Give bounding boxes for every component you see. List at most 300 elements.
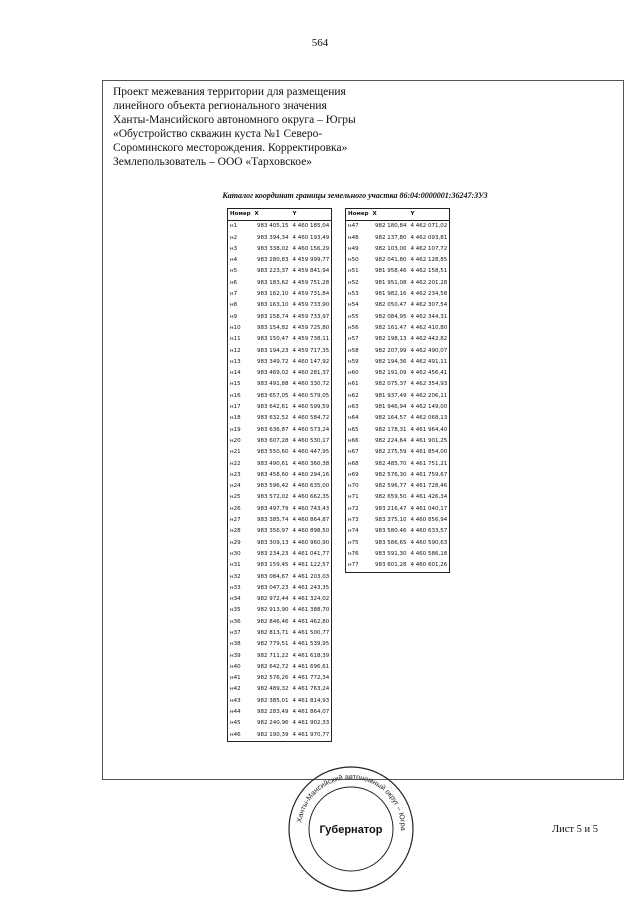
y-coordinate: 4 460 573,24	[292, 426, 330, 433]
table-row	[228, 492, 332, 503]
point-number: н8	[230, 302, 238, 309]
point-number: н59	[348, 358, 359, 365]
header-line: Ханты-Мансийского автономного округа – Югры	[113, 114, 356, 126]
point-number: н58	[348, 347, 359, 354]
y-coordinate: 4 460 447,95	[292, 449, 330, 456]
table-row	[346, 504, 450, 515]
x-coordinate: 982 659,50	[375, 494, 407, 501]
y-coordinate: 4 461 728,46	[410, 483, 448, 490]
point-number: н62	[348, 392, 359, 399]
y-coordinate: 4 461 759,67	[410, 471, 448, 478]
y-coordinate: 4 461 500,77	[292, 629, 330, 636]
x-coordinate: 982 178,31	[375, 426, 407, 433]
point-number: н7	[230, 291, 238, 298]
y-coordinate: 4 460 185,04	[292, 223, 330, 230]
point-number: н68	[348, 460, 359, 467]
point-number: н46	[230, 731, 241, 738]
x-coordinate: 982 385,01	[257, 697, 289, 704]
table-row	[228, 605, 332, 616]
point-number: н49	[348, 245, 359, 252]
table-row	[228, 255, 332, 266]
table-row	[346, 323, 450, 334]
x-coordinate: 982 191,09	[375, 370, 407, 377]
table-row	[228, 244, 332, 255]
y-coordinate: 4 460 599,59	[292, 404, 330, 411]
y-coordinate: 4 459 725,80	[292, 324, 330, 331]
column-header: Номер	[228, 209, 253, 221]
table-row	[346, 346, 450, 357]
coordinates-table-left	[227, 208, 332, 742]
header-line: Проект межевания территории для размещения	[113, 86, 346, 98]
x-coordinate: 981 951,08	[375, 279, 407, 286]
x-coordinate: 982 194,36	[375, 358, 407, 365]
x-coordinate: 982 224,64	[375, 437, 407, 444]
y-coordinate: 4 460 281,37	[292, 370, 330, 377]
point-number: н32	[230, 573, 241, 580]
x-coordinate: 982 137,80	[375, 234, 407, 241]
table-row	[228, 583, 332, 594]
table-row	[346, 526, 450, 537]
point-number: н20	[230, 437, 241, 444]
table-row	[346, 402, 450, 413]
y-coordinate: 4 461 122,57	[292, 562, 330, 569]
y-coordinate: 4 462 149,00	[410, 404, 448, 411]
y-coordinate: 4 461 388,70	[292, 607, 330, 614]
x-coordinate: 982 240,96	[257, 720, 289, 727]
x-coordinate: 981 958,46	[375, 268, 407, 275]
y-coordinate: 4 462 201,28	[410, 279, 448, 286]
y-coordinate: 4 461 618,39	[292, 652, 330, 659]
table-row	[228, 504, 332, 515]
y-coordinate: 4 462 158,51	[410, 268, 448, 275]
point-number: н5	[230, 268, 238, 275]
point-number: н65	[348, 426, 359, 433]
x-coordinate: 981 937,49	[375, 392, 407, 399]
point-number: н35	[230, 607, 241, 614]
table-row	[346, 255, 450, 266]
column-header: X	[371, 209, 409, 221]
table-row	[228, 549, 332, 560]
table-row	[346, 447, 450, 458]
table-row	[228, 368, 332, 379]
y-coordinate: 4 460 633,57	[410, 528, 448, 535]
x-coordinate: 983 084,67	[257, 573, 289, 580]
point-number: н64	[348, 415, 359, 422]
point-number: н52	[348, 279, 359, 286]
y-coordinate: 4 462 410,80	[410, 324, 448, 331]
y-coordinate: 4 460 193,49	[292, 234, 330, 241]
y-coordinate: 4 459 733,90	[292, 302, 330, 309]
table-row	[228, 684, 332, 695]
y-coordinate: 4 461 854,00	[410, 449, 448, 456]
point-number: н34	[230, 596, 241, 603]
table-caption: Каталог координат границы земельного участка 86:04:0000001:36247:ЗУ3	[222, 191, 488, 200]
point-number: н12	[230, 347, 241, 354]
y-coordinate: 4 460 743,43	[292, 505, 330, 512]
point-number: н54	[348, 302, 359, 309]
point-number: н9	[230, 313, 238, 320]
table-row	[228, 447, 332, 458]
point-number: н66	[348, 437, 359, 444]
x-coordinate: 983 657,05	[257, 392, 289, 399]
point-number: н10	[230, 324, 241, 331]
y-coordinate: 4 461 902,33	[292, 720, 330, 727]
y-coordinate: 4 460 586,18	[410, 550, 448, 557]
table-row	[346, 436, 450, 447]
y-coordinate: 4 459 731,84	[292, 291, 330, 298]
y-coordinate: 4 460 864,87	[292, 517, 330, 524]
x-coordinate: 982 596,77	[375, 483, 407, 490]
y-coordinate: 4 459 738,11	[292, 336, 330, 343]
y-coordinate: 4 462 107,72	[410, 245, 448, 252]
x-coordinate: 982 779,51	[257, 641, 289, 648]
y-coordinate: 4 462 307,54	[410, 302, 448, 309]
y-coordinate: 4 460 856,94	[410, 517, 448, 524]
point-number: н72	[348, 505, 359, 512]
x-coordinate: 983 375,10	[375, 517, 407, 524]
x-coordinate: 982 207,99	[375, 347, 407, 354]
x-coordinate: 983 159,45	[257, 562, 289, 569]
point-number: н41	[230, 675, 241, 682]
x-coordinate: 983 497,79	[257, 505, 289, 512]
y-coordinate: 4 462 071,02	[410, 223, 448, 230]
x-coordinate: 983 194,23	[257, 347, 289, 354]
table-row	[346, 470, 450, 481]
y-coordinate: 4 460 579,05	[292, 392, 330, 399]
y-coordinate: 4 461 772,34	[292, 675, 330, 682]
y-coordinate: 4 460 584,72	[292, 415, 330, 422]
x-coordinate: 983 632,52	[257, 415, 289, 422]
y-coordinate: 4 459 999,77	[292, 257, 330, 264]
header-line: «Обустройство скважин куста №1 Северо-	[113, 128, 323, 140]
table-row	[346, 481, 450, 492]
y-coordinate: 4 461 539,95	[292, 641, 330, 648]
y-coordinate: 4 460 960,90	[292, 539, 330, 546]
y-coordinate: 4 459 717,35	[292, 347, 330, 354]
table-row	[228, 334, 332, 345]
table-row	[228, 481, 332, 492]
x-coordinate: 983 405,15	[257, 223, 289, 230]
point-number: н42	[230, 686, 241, 693]
x-coordinate: 982 576,26	[257, 675, 289, 682]
table-row	[228, 538, 332, 549]
y-coordinate: 4 461 814,93	[292, 697, 330, 704]
table-row	[228, 391, 332, 402]
y-coordinate: 4 459 733,97	[292, 313, 330, 320]
table-row	[346, 278, 450, 289]
table-row	[346, 459, 450, 470]
x-coordinate: 983 158,74	[257, 313, 289, 320]
table-row	[228, 323, 332, 334]
table-row	[346, 334, 450, 345]
x-coordinate: 982 180,84	[375, 223, 407, 230]
point-number: н43	[230, 697, 241, 704]
x-coordinate: 981 946,94	[375, 404, 407, 411]
x-coordinate: 983 309,13	[257, 539, 289, 546]
stamp-ring-text: Ханты-Мансийский автономный округ – Югра	[294, 771, 409, 831]
point-number: н56	[348, 324, 359, 331]
y-coordinate: 4 461 751,21	[410, 460, 448, 467]
point-number: н22	[230, 460, 241, 467]
point-number: н18	[230, 415, 241, 422]
table-row	[228, 572, 332, 583]
point-number: н44	[230, 709, 241, 716]
table-row	[228, 221, 332, 233]
point-number: н2	[230, 234, 238, 241]
x-coordinate: 983 394,34	[257, 234, 289, 241]
point-number: н70	[348, 483, 359, 490]
point-number: н50	[348, 257, 359, 264]
y-coordinate: 4 462 093,81	[410, 234, 448, 241]
table-row	[228, 639, 332, 650]
y-coordinate: 4 461 426,34	[410, 494, 448, 501]
y-coordinate: 4 460 898,50	[292, 528, 330, 535]
table-row	[228, 436, 332, 447]
x-coordinate: 983 572,02	[257, 494, 289, 501]
x-coordinate: 982 275,59	[375, 449, 407, 456]
table-row	[346, 312, 450, 323]
table-row	[346, 413, 450, 424]
point-number: н74	[348, 528, 359, 535]
point-number: н53	[348, 291, 359, 298]
x-coordinate: 983 458,60	[257, 471, 289, 478]
x-coordinate: 983 154,82	[257, 324, 289, 331]
x-coordinate: 983 469,02	[257, 370, 289, 377]
table-row	[228, 696, 332, 707]
point-number: н28	[230, 528, 241, 535]
x-coordinate: 982 050,47	[375, 302, 407, 309]
table-row	[228, 300, 332, 311]
x-coordinate: 983 636,87	[257, 426, 289, 433]
y-coordinate: 4 462 234,58	[410, 291, 448, 298]
y-coordinate: 4 460 360,38	[292, 460, 330, 467]
table-row	[228, 628, 332, 639]
table-row	[346, 221, 450, 233]
table-row	[228, 278, 332, 289]
table-row	[346, 368, 450, 379]
table-row	[228, 402, 332, 413]
table-header-row	[346, 209, 450, 221]
table-row	[346, 538, 450, 549]
y-coordinate: 4 460 294,16	[292, 471, 330, 478]
y-coordinate: 4 460 662,35	[292, 494, 330, 501]
point-number: н16	[230, 392, 241, 399]
point-number: н4	[230, 257, 238, 264]
x-coordinate: 982 846,46	[257, 618, 289, 625]
y-coordinate: 4 460 590,63	[410, 539, 448, 546]
x-coordinate: 983 047,23	[257, 584, 289, 591]
point-number: н15	[230, 381, 241, 388]
x-coordinate: 982 913,90	[257, 607, 289, 614]
point-number: н19	[230, 426, 241, 433]
y-coordinate: 4 460 156,29	[292, 245, 330, 252]
point-number: н6	[230, 279, 238, 286]
point-number: н39	[230, 652, 241, 659]
point-number: н63	[348, 404, 359, 411]
point-number: н77	[348, 562, 359, 569]
x-coordinate: 982 813,71	[257, 629, 289, 636]
table-row	[346, 492, 450, 503]
x-coordinate: 982 711,22	[257, 652, 289, 659]
table-row	[346, 391, 450, 402]
table-row	[228, 346, 332, 357]
column-header: Y	[291, 209, 332, 221]
x-coordinate: 982 161,47	[375, 324, 407, 331]
point-number: н71	[348, 494, 359, 501]
point-number: н3	[230, 245, 238, 252]
point-number: н38	[230, 641, 241, 648]
point-number: н17	[230, 404, 241, 411]
y-coordinate: 4 462 490,07	[410, 347, 448, 354]
y-coordinate: 4 461 243,35	[292, 584, 330, 591]
point-number: н75	[348, 539, 359, 546]
point-number: н25	[230, 494, 241, 501]
x-coordinate: 983 216,47	[375, 505, 407, 512]
x-coordinate: 982 164,57	[375, 415, 407, 422]
x-coordinate: 983 586,65	[375, 539, 407, 546]
y-coordinate: 4 462 128,85	[410, 257, 448, 264]
point-number: н45	[230, 720, 241, 727]
y-coordinate: 4 461 324,02	[292, 596, 330, 603]
x-coordinate: 982 103,00	[375, 245, 407, 252]
x-coordinate: 983 596,42	[257, 483, 289, 490]
point-number: н30	[230, 550, 241, 557]
x-coordinate: 982 198,13	[375, 336, 407, 343]
point-number: н26	[230, 505, 241, 512]
table-row	[228, 233, 332, 244]
x-coordinate: 983 356,97	[257, 528, 289, 535]
x-coordinate: 982 642,72	[257, 663, 289, 670]
table-row	[346, 357, 450, 368]
point-number: н24	[230, 483, 241, 490]
y-coordinate: 4 461 041,77	[292, 550, 330, 557]
point-number: н51	[348, 268, 359, 275]
y-coordinate: 4 462 206,11	[410, 392, 448, 399]
point-number: н36	[230, 618, 241, 625]
table-row	[228, 459, 332, 470]
table-row	[346, 266, 450, 277]
header-line: Сороминского месторождения. Корректировка»	[113, 142, 348, 154]
y-coordinate: 4 462 491,11	[410, 358, 448, 365]
table-row	[228, 651, 332, 662]
table-row	[346, 379, 450, 390]
table-row	[346, 515, 450, 526]
y-coordinate: 4 461 901,25	[410, 437, 448, 444]
point-number: н31	[230, 562, 241, 569]
y-coordinate: 4 462 354,93	[410, 381, 448, 388]
table-row	[228, 560, 332, 571]
point-number: н13	[230, 358, 241, 365]
y-coordinate: 4 461 696,61	[292, 663, 330, 670]
x-coordinate: 983 550,60	[257, 449, 289, 456]
y-coordinate: 4 460 601,26	[410, 562, 448, 569]
column-header: X	[253, 209, 291, 221]
table-row	[228, 718, 332, 729]
table-row	[228, 357, 332, 368]
y-coordinate: 4 461 964,40	[410, 426, 448, 433]
x-coordinate: 982 576,30	[375, 471, 407, 478]
point-number: н57	[348, 336, 359, 343]
table-row	[228, 594, 332, 605]
table-row	[228, 515, 332, 526]
table-row	[228, 425, 332, 436]
x-coordinate: 982 283,49	[257, 709, 289, 716]
y-coordinate: 4 461 203,03	[292, 573, 330, 580]
table-row	[228, 470, 332, 481]
point-number: н40	[230, 663, 241, 670]
sheet-label: Лист 5 и 5	[552, 824, 598, 835]
x-coordinate: 983 490,61	[257, 460, 289, 467]
table-row	[228, 662, 332, 673]
x-coordinate: 983 183,62	[257, 279, 289, 286]
x-coordinate: 983 607,28	[257, 437, 289, 444]
x-coordinate: 982 489,32	[257, 686, 289, 693]
y-coordinate: 4 461 763,24	[292, 686, 330, 693]
point-number: н11	[230, 336, 241, 343]
header-line: Землепользователь – ООО «Тарховское»	[113, 156, 313, 168]
x-coordinate: 983 591,30	[375, 550, 407, 557]
table-row	[346, 425, 450, 436]
x-coordinate: 983 580,46	[375, 528, 407, 535]
x-coordinate: 983 349,72	[257, 358, 289, 365]
y-coordinate: 4 461 864,07	[292, 709, 330, 716]
y-coordinate: 4 460 530,17	[292, 437, 330, 444]
y-coordinate: 4 460 635,00	[292, 483, 330, 490]
y-coordinate: 4 459 751,28	[292, 279, 330, 286]
point-number: н61	[348, 381, 359, 388]
y-coordinate: 4 460 147,92	[292, 358, 330, 365]
x-coordinate: 983 163,10	[257, 302, 289, 309]
seal-stamp	[286, 764, 416, 894]
x-coordinate: 983 491,88	[257, 381, 289, 388]
y-coordinate: 4 461 970,77	[292, 731, 330, 738]
point-number: н67	[348, 449, 359, 456]
point-number: н60	[348, 370, 359, 377]
x-coordinate: 982 075,37	[375, 381, 407, 388]
x-coordinate: 983 642,61	[257, 404, 289, 411]
stamp-title: Губернатор	[319, 824, 383, 836]
table-row	[228, 266, 332, 277]
point-number: н21	[230, 449, 241, 456]
point-number: н33	[230, 584, 241, 591]
x-coordinate: 983 601,28	[375, 562, 407, 569]
y-coordinate: 4 460 330,72	[292, 381, 330, 388]
table-row	[228, 617, 332, 628]
point-number: н73	[348, 517, 359, 524]
point-number: н27	[230, 517, 241, 524]
y-coordinate: 4 461 040,17	[410, 505, 448, 512]
y-coordinate: 4 462 456,41	[410, 370, 448, 377]
coordinates-table-right	[345, 208, 450, 573]
table-row	[228, 730, 332, 742]
y-coordinate: 4 459 841,94	[292, 268, 330, 275]
table-row	[346, 244, 450, 255]
table-row	[346, 560, 450, 572]
y-coordinate: 4 461 462,80	[292, 618, 330, 625]
x-coordinate: 983 162,10	[257, 291, 289, 298]
project-header	[113, 85, 443, 169]
y-coordinate: 4 462 442,82	[410, 336, 448, 343]
x-coordinate: 983 338,02	[257, 245, 289, 252]
y-coordinate: 4 462 344,31	[410, 313, 448, 320]
table-row	[228, 379, 332, 390]
column-header: Номер	[346, 209, 371, 221]
header-line: линейного объекта регионального значения	[113, 100, 327, 112]
point-number: н69	[348, 471, 359, 478]
table-row	[228, 673, 332, 684]
x-coordinate: 983 150,47	[257, 336, 289, 343]
x-coordinate: 982 084,95	[375, 313, 407, 320]
